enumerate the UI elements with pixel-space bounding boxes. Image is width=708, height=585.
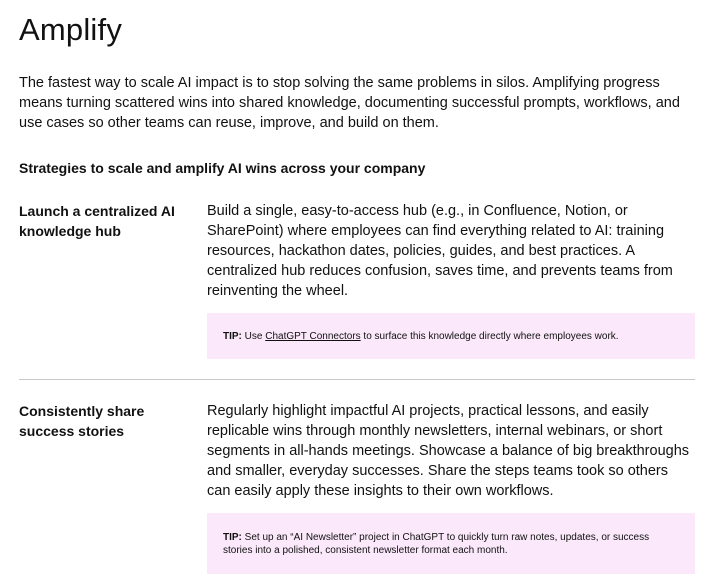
tip-text-after: to surface this knowledge directly where employees work. [360, 330, 619, 342]
section-body: Regularly highlight impactful AI projects, practical lessons, and easily replicable wins through monthly newsletters, internal webinars, or short segments in all-hands meetings. Showcase a balance of big breakthroughs and smaller, everyday successes. Share the steps teams took so others can easily apply these insights to their own workflows. [207, 403, 690, 499]
section-divider [19, 379, 695, 380]
page-title: Amplify [19, 12, 123, 47]
strategies-heading: Strategies to scale and amplify AI wins across your company [19, 160, 426, 176]
section-body: Build a single, easy-to-access hub (e.g., in Confluence, Notion, or SharePoint) where employees can find everything related to AI: training resources, hackathon dates, policies, guides, and best practices. A centralized hub reduces confusion, saves time, and prevents teams from reinventing the wheel. [207, 203, 673, 299]
tip-text-before: Use [241, 330, 266, 342]
tip-text [223, 531, 679, 557]
chatgpt-connectors-link[interactable]: ChatGPT Connectors [265, 330, 361, 342]
intro-paragraph: The fastest way to scale AI impact is to stop solving the same problems in silos. Amplifying progress means turning scattered wins into shared knowledge, documenting successful prompts, workflows, and use cases so other teams can reuse, improve, and build on them. [19, 75, 680, 131]
tip-callout [207, 313, 695, 359]
tip-text-body: Set up an “AI Newsletter” project in ChatGPT to quickly turn raw notes, updates, or success stories into a polished, consistent newsletter format each month. [223, 531, 650, 556]
tip-callout [207, 513, 695, 574]
tip-label: TIP: [223, 330, 242, 342]
tip-text [223, 330, 619, 343]
tip-label: TIP: [223, 531, 242, 543]
section-title: Consistently share success stories [19, 403, 145, 439]
section-title: Launch a centralized AI knowledge hub [19, 203, 175, 239]
